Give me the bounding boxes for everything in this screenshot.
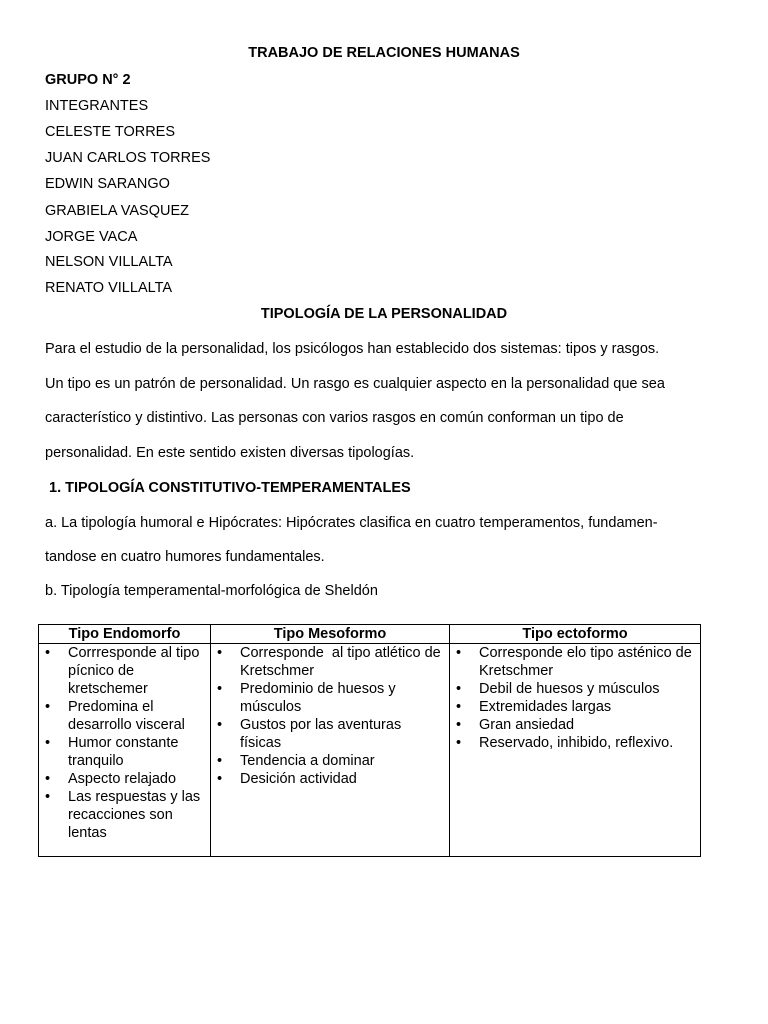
bullet-icon: • xyxy=(217,681,223,697)
paragraph-line: Un tipo es un patrón de personalidad. Un rasgo es cualquier aspecto en la personalidad que sea xyxy=(45,376,665,392)
bullet-icon: • xyxy=(45,645,51,661)
bullet-icon: • xyxy=(45,735,51,751)
bullet-icon: • xyxy=(456,681,462,697)
list-item xyxy=(211,644,445,680)
header-ectoformo: Tipo ectoformo xyxy=(450,625,701,644)
paragraph-line: personalidad. En este sentido existen diversas tipologías. xyxy=(45,445,415,461)
types-table xyxy=(38,624,701,857)
list-item-text: Gran ansiedad xyxy=(479,717,575,733)
list-item xyxy=(39,698,206,734)
bullet-icon: • xyxy=(217,771,223,787)
bullet-icon: • xyxy=(45,789,51,805)
bullet-icon: • xyxy=(45,699,51,715)
list-item-text: Desición actividad xyxy=(240,771,357,787)
subsection-title: 1. TIPOLOGÍA CONSTITUTIVO-TEMPERAMENTALES xyxy=(49,480,411,496)
item-a-line: tandose en cuatro humores fundamentales. xyxy=(45,549,325,565)
member-name: RENATO VILLALTA xyxy=(45,280,173,296)
list-item xyxy=(39,788,206,842)
member-name: NELSON VILLALTA xyxy=(45,254,173,270)
list-item-text: Tendencia a dominar xyxy=(240,753,375,769)
list-item xyxy=(39,644,206,698)
group-label: GRUPO N° 2 xyxy=(45,72,131,88)
list-item xyxy=(39,734,206,770)
mesoformo-cell xyxy=(211,644,450,857)
member-name: JUAN CARLOS TORRES xyxy=(45,150,211,166)
list-item xyxy=(211,752,445,770)
list-item-text: Predominio de huesos y músculos xyxy=(240,681,396,715)
list-item xyxy=(450,680,696,698)
list-item xyxy=(211,770,445,788)
member-name: CELESTE TORRES xyxy=(45,124,176,140)
bullet-icon: • xyxy=(456,645,462,661)
list-item-text: Gustos por las aventuras físicas xyxy=(240,717,402,751)
list-item-text: Humor constante tranquilo xyxy=(68,735,179,769)
item-b-line: b. Tipología temperamental-morfológica de Sheldón xyxy=(45,583,378,599)
list-item-text: Las respuestas y las recacciones son lentas xyxy=(68,789,201,841)
list-item xyxy=(211,716,445,752)
bullet-icon: • xyxy=(45,771,51,787)
list-item-text: Predomina el desarrollo visceral xyxy=(68,699,185,733)
item-a-line: a. La tipología humoral e Hipócrates: Hipócrates clasifica en cuatro temperamentos, fundamen- xyxy=(45,515,658,531)
list-item xyxy=(450,716,696,734)
document-title: TRABAJO DE RELACIONES HUMANAS xyxy=(248,45,520,61)
list-item-text: Reservado, inhibido, reflexivo. xyxy=(479,735,674,751)
list-item-text: Corresponde elo tipo asténico de Kretschmer xyxy=(479,645,692,679)
member-name: GRABIELA VASQUEZ xyxy=(45,203,189,219)
endomorfo-list xyxy=(39,644,210,842)
paragraph-line: Para el estudio de la personalidad, los psicólogos han establecido dos sistemas: tipos y rasgos. xyxy=(45,341,660,357)
list-item xyxy=(39,770,206,788)
bullet-icon: • xyxy=(456,735,462,751)
list-item-text: Corrresponde al tipo pícnico de kretschemer xyxy=(68,645,200,697)
list-item-text: Aspecto relajado xyxy=(68,771,177,787)
list-item xyxy=(450,698,696,716)
list-item-text: Debil de huesos y músculos xyxy=(479,681,660,697)
header-mesoformo: Tipo Mesoformo xyxy=(211,625,450,644)
bullet-icon: • xyxy=(217,753,223,769)
list-item xyxy=(450,734,696,752)
mesoformo-list xyxy=(211,644,449,788)
member-name: EDWIN SARANGO xyxy=(45,176,170,192)
list-item xyxy=(450,644,696,680)
member-name: JORGE VACA xyxy=(45,229,138,245)
header-endomorfo: Tipo Endomorfo xyxy=(39,625,211,644)
bullet-icon: • xyxy=(217,645,223,661)
table-row xyxy=(39,644,701,857)
members-heading: INTEGRANTES xyxy=(45,98,149,114)
ectoformo-list xyxy=(450,644,700,752)
list-item-text: Corresponde al tipo atlético de Kretschmer xyxy=(240,645,445,679)
list-item xyxy=(211,680,445,716)
bullet-icon: • xyxy=(217,717,223,733)
endomorfo-cell xyxy=(39,644,211,857)
bullet-icon: • xyxy=(456,699,462,715)
list-item-text: Extremidades largas xyxy=(479,699,612,715)
ectoformo-cell xyxy=(450,644,701,857)
bullet-icon: • xyxy=(456,717,462,733)
section-title: TIPOLOGÍA DE LA PERSONALIDAD xyxy=(260,306,508,322)
paragraph-line: característico y distintivo. Las personas con varios rasgos en común conforman un tipo de xyxy=(45,410,624,426)
table-header-row xyxy=(39,625,701,644)
